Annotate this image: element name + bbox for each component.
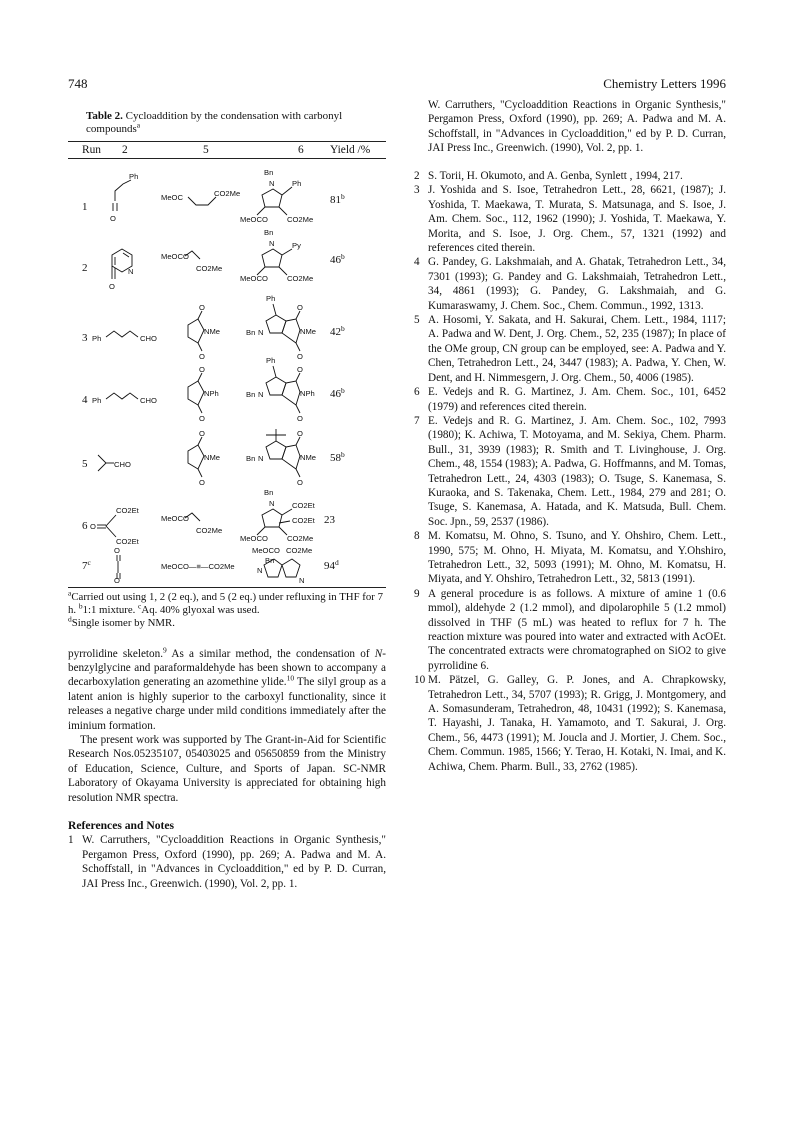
svg-text:CHO: CHO [140,334,157,343]
svg-text:MeOCO: MeOCO [240,534,268,543]
svg-text:O: O [90,522,96,531]
right-column [414,99,726,774]
reference-7: 7 E. Vedejs and R. G. Martinez, J. Am. Chem. Soc., 102, 7993 (1980); K. Achiwa, T. Motoyama, and M. Sekiya, Chem. Pharm. Bull., 31, 3939 (1983); R. Smith and T. Livinghouse, J. Org. Chem., 48, 1554 (1983); A. Padwa, G. Hoffmanns, and M. Tomas, Tetrahedron Lett., 24, 4303 (1983); O. Tsuge, S. Kanemasa, S. Kuraoka, and S. Takenaka, Chem. Lett., 1984, 279 and 281; O. Tsuge, S. Kanemasa, A. Hatada, and K. Matsuda, Bull. Chem. Soc. Jpn., 59, 2537 (1986). [414,414,726,528]
run-3: 3 [82,332,88,344]
svg-text:N: N [257,566,263,575]
row-4 [82,356,345,423]
svg-text:CO2Me: CO2Me [287,215,314,224]
yield-3: 42$^b$ [330,324,345,338]
svg-text:MeOCO: MeOCO [161,252,189,261]
svg-text:NMe: NMe [300,453,317,462]
reference-1-cont: W. Carruthers, "Cycloaddition Reactions in Organic Synthesis," Pergamon Press, Oxford (1990), pp. 269; A. Padwa and M. A. Schoffstall, in "Advances in Cycloaddition," ed by P. D. Curran, JAI Press Inc., Greenwich. (1990), Vol. 2, pp. 1. [428,99,726,155]
run-6: 6 [82,520,88,532]
svg-text:CO2Et: CO2Et [116,537,139,546]
svg-text:CO2Et: CO2Et [292,501,315,510]
body-text [68,644,386,890]
svg-text:O: O [297,365,303,374]
row-5 [82,429,345,487]
svg-text:O: O [297,303,303,312]
svg-text:Ph: Ph [92,396,102,405]
svg-text:N: N [269,239,275,248]
svg-text:CO2Me: CO2Me [196,264,223,273]
svg-text:MeOCO: MeOCO [161,514,189,523]
run-4: 4 [82,394,88,406]
svg-text:NMe: NMe [204,327,221,336]
reference-3: 3 J. Yoshida and S. Isoe, Tetrahedron Lett., 28, 6621, (1987); J. Yoshida, T. Maekawa, T. Murata, S. Matsunaga, and S. Isoe, J. Am. Chem. Soc., 112, 1962 (1990); J. Yoshida, T. Maekawa, Y. Morita, and S. Isoe, J. Org. Chem., 57, 1321 (1992) and references cited therein. [414,184,726,255]
svg-text:NPh: NPh [300,389,315,398]
page-number: 748 [68,76,88,91]
svg-text:O: O [199,429,205,438]
svg-text:CO2Me: CO2Me [286,546,313,555]
paragraph-1: pyrrolidine skeleton.$^9$ As a similar method, the condensation of N-benzylglycine and paraformaldehyde has been shown to accompany a decarboxylation generating an azomethine ylide.$^{10}$ The silyl group as a latent anion is highly superior to the carboxyl functionality, since it releases a negative charge under mild conditions immediately after the iminium formation. [68,644,386,732]
paragraph-2: The present work was supported by The Grant-in-Aid for Scientific Research Nos.05235107, 05403025 and 05650859 from the Ministry of Education, Science, Culture, and Sports of Japan. SC-NMR Laboratory of Okayama University is appreciated for obtaining high resolution NMR spectra. [68,734,386,804]
reference-4: 4 G. Pandey, G. Lakshmaiah, and A. Ghatak, Tetrahedron Lett., 34, 7301 (1993); G. Pandey and G. Lakshmaiah, Tetrahedron Lett., 34, 4861 (1993); G. Pandey, G. Lakshmaiah, and G. Kumaraswamy, J. Chem. Soc., Chem. Commun., 1992, 1313. [414,256,726,312]
svg-text:CO2Et: CO2Et [292,516,315,525]
col-6: 6 [298,144,304,156]
svg-text:MeOCO: MeOCO [240,274,268,283]
table-structures [68,159,386,583]
svg-text:NMe: NMe [204,453,221,462]
yield-5: 58$^b$ [330,450,345,464]
svg-text:N: N [258,328,264,337]
table-caption: Table 2. Cycloaddition by the condensation with carbonyl compounds$^a$ [86,110,343,135]
row-7 [82,546,339,585]
svg-text:CHO: CHO [114,460,131,469]
svg-text:O: O [199,414,205,423]
svg-text:O: O [109,282,115,291]
col-run: Run [82,144,101,156]
svg-text:O: O [199,303,205,312]
table-header [68,142,386,158]
row-2 [82,228,345,291]
run-1: 1 [82,201,88,213]
row-1 [82,168,345,224]
col-yield: Yield /% [330,144,371,156]
svg-text:N: N [269,499,275,508]
svg-text:O: O [110,214,116,223]
reference-8: 8 M. Komatsu, M. Ohno, S. Tsuno, and Y. Ohshiro, Chem. Lett., 1990, 575; M. Ohno, H. Miyata, M. Komatsu, and Y.Ohshiro, Tetrahedron Lett., 32, 5093 (1991); M. Ohno, M. Komatsu, H. Miyata, and Y. Ohshiro, Tetrahedron Lett., 32, 5813 (1991). [414,530,726,586]
svg-text:CO2Me: CO2Me [287,534,314,543]
svg-text:N: N [299,576,305,585]
yield-1: 81$^b$ [330,192,345,206]
svg-text:Py: Py [292,241,301,250]
svg-text:Ph: Ph [129,172,139,181]
svg-text:O: O [297,478,303,487]
reference-2: 2 S. Torii, H. Okumoto, and A. Genba, Synlett , 1994, 217. [414,170,683,182]
svg-text:CO2Me: CO2Me [196,526,223,535]
svg-text:Ph: Ph [266,356,276,365]
svg-text:Bn: Bn [246,454,256,463]
run-7: 7$^c$ [82,558,91,572]
row-6 [82,488,336,546]
svg-text:O: O [114,576,120,585]
svg-text:MeOC: MeOC [161,193,183,202]
run-5: 5 [82,458,88,470]
table-footnotes: $^a$Carried out using 1, 2 (2 eq.), and 5 (2 eq.) under refluxing in THF for 7 h. $^b$1:1 mixture. $^c$Aq. 40% glyoxal was used. $^d$Single isomer by NMR. [68,588,383,630]
svg-text:NMe: NMe [300,327,317,336]
svg-text:N: N [269,179,275,188]
col-5: 5 [203,144,209,156]
reference-1: 1 W. Carruthers, "Cycloaddition Reactions in Organic Synthesis," Pergamon Press, Oxford (1990), pp. 269; A. Padwa and M. A. Schoffstall, in "Advances in Cycloaddition," ed by P. D. Curran, JAI Press Inc., Greenwich. (1990), Vol. 2, pp. 1. [68,834,386,890]
svg-text:O: O [297,429,303,438]
yield-2: 46$^b$ [330,252,345,266]
run-2: 2 [82,262,88,274]
reference-5: 5 A. Hosomi, Y. Sakata, and H. Sakurai, Chem. Lett., 1984, 1117; A. Padwa and W. Dent, J. Org. Chem., 52, 235 (1987); In place of the OMe group, CN group can be employed, see: A. Padwa and Y. Chen, Tetrahedron Lett., 24, 3447 (1983); A. Padwa, Y. Chen, W. Dent, and H. Nimmesgern, J. Org. Chem., 50, 4006 (1985). [414,314,726,384]
reference-10: 10 M. Pätzel, G. Galley, G. P. Jones, and A. Chrapkowsky, Tetrahedron Lett., 34, 5707 (1993); R. Grigg, J. Montgomery, and A. Somasunderam, Tetrahedron, 48, 10431 (1992); S. Kanemasa, T. Hayashi, J. Tanaka, H. Yamamoto, and T. Sakurai, J. Org. Chem., 56, 4473 (1991); M. Joucla and J. Mortier, J. Chem. Soc., Chem. Commun. 1985, 1566; Y. Terao, H. Kotaki, N. Imai, and K. Achiwa, Chem. Pharm. Bull., 33, 2762 (1985). [414,674,726,773]
svg-text:CHO: CHO [140,396,157,405]
svg-text:Bn: Bn [265,556,275,565]
svg-text:O: O [114,546,120,555]
yield-7: 94$^d$ [324,558,339,572]
svg-text:O: O [297,414,303,423]
svg-text:O: O [199,352,205,361]
reference-9: 9 A general procedure is as follows. A mixture of amine 1 (0.6 mmol), aldehyde 2 (1.2 mmol), and dipolarophile 5 (1.2 mmol) dissolved in THF (5 mL) was heated to reflux for 7 h. The reaction mixture was poured into water and extracted with AcOEt. The concentrated extracts were chromatographed on SiO2 to give pyrrolidine 6. [414,587,726,672]
svg-text:Ph: Ph [292,179,302,188]
row-3 [82,294,345,361]
yield-6: 23 [324,514,335,526]
reference-6: 6 E. Vedejs and R. G. Martinez, J. Am. Chem. Soc., 101, 6452 (1979) and references cited therein. [414,386,726,413]
svg-text:Bn: Bn [246,390,256,399]
svg-text:MeOCO—≡—CO2Me: MeOCO—≡—CO2Me [161,562,235,571]
left-column [68,110,386,890]
svg-text:Bn: Bn [264,168,274,177]
col-2: 2 [122,144,128,156]
references-heading: References and Notes [68,819,175,833]
svg-text:O: O [297,352,303,361]
svg-text:CO2Et: CO2Et [116,506,139,515]
svg-text:Ph: Ph [92,334,102,343]
svg-text:Bn: Bn [264,228,274,237]
svg-text:NPh: NPh [204,389,219,398]
svg-text:Bn: Bn [246,328,256,337]
journal-name: Chemistry Letters 1996 [603,76,726,91]
svg-text:Bn: Bn [264,488,274,497]
svg-text:N: N [128,267,134,276]
svg-text:N: N [258,390,264,399]
svg-text:N: N [258,454,264,463]
svg-text:CO2Me: CO2Me [214,189,241,198]
svg-text:O: O [199,365,205,374]
svg-text:O: O [199,478,205,487]
svg-text:MeOCO: MeOCO [252,546,280,555]
svg-text:CO2Me: CO2Me [287,274,314,283]
svg-text:Ph: Ph [266,294,276,303]
yield-4: 46$^b$ [330,386,345,400]
svg-text:MeOCO: MeOCO [240,215,268,224]
